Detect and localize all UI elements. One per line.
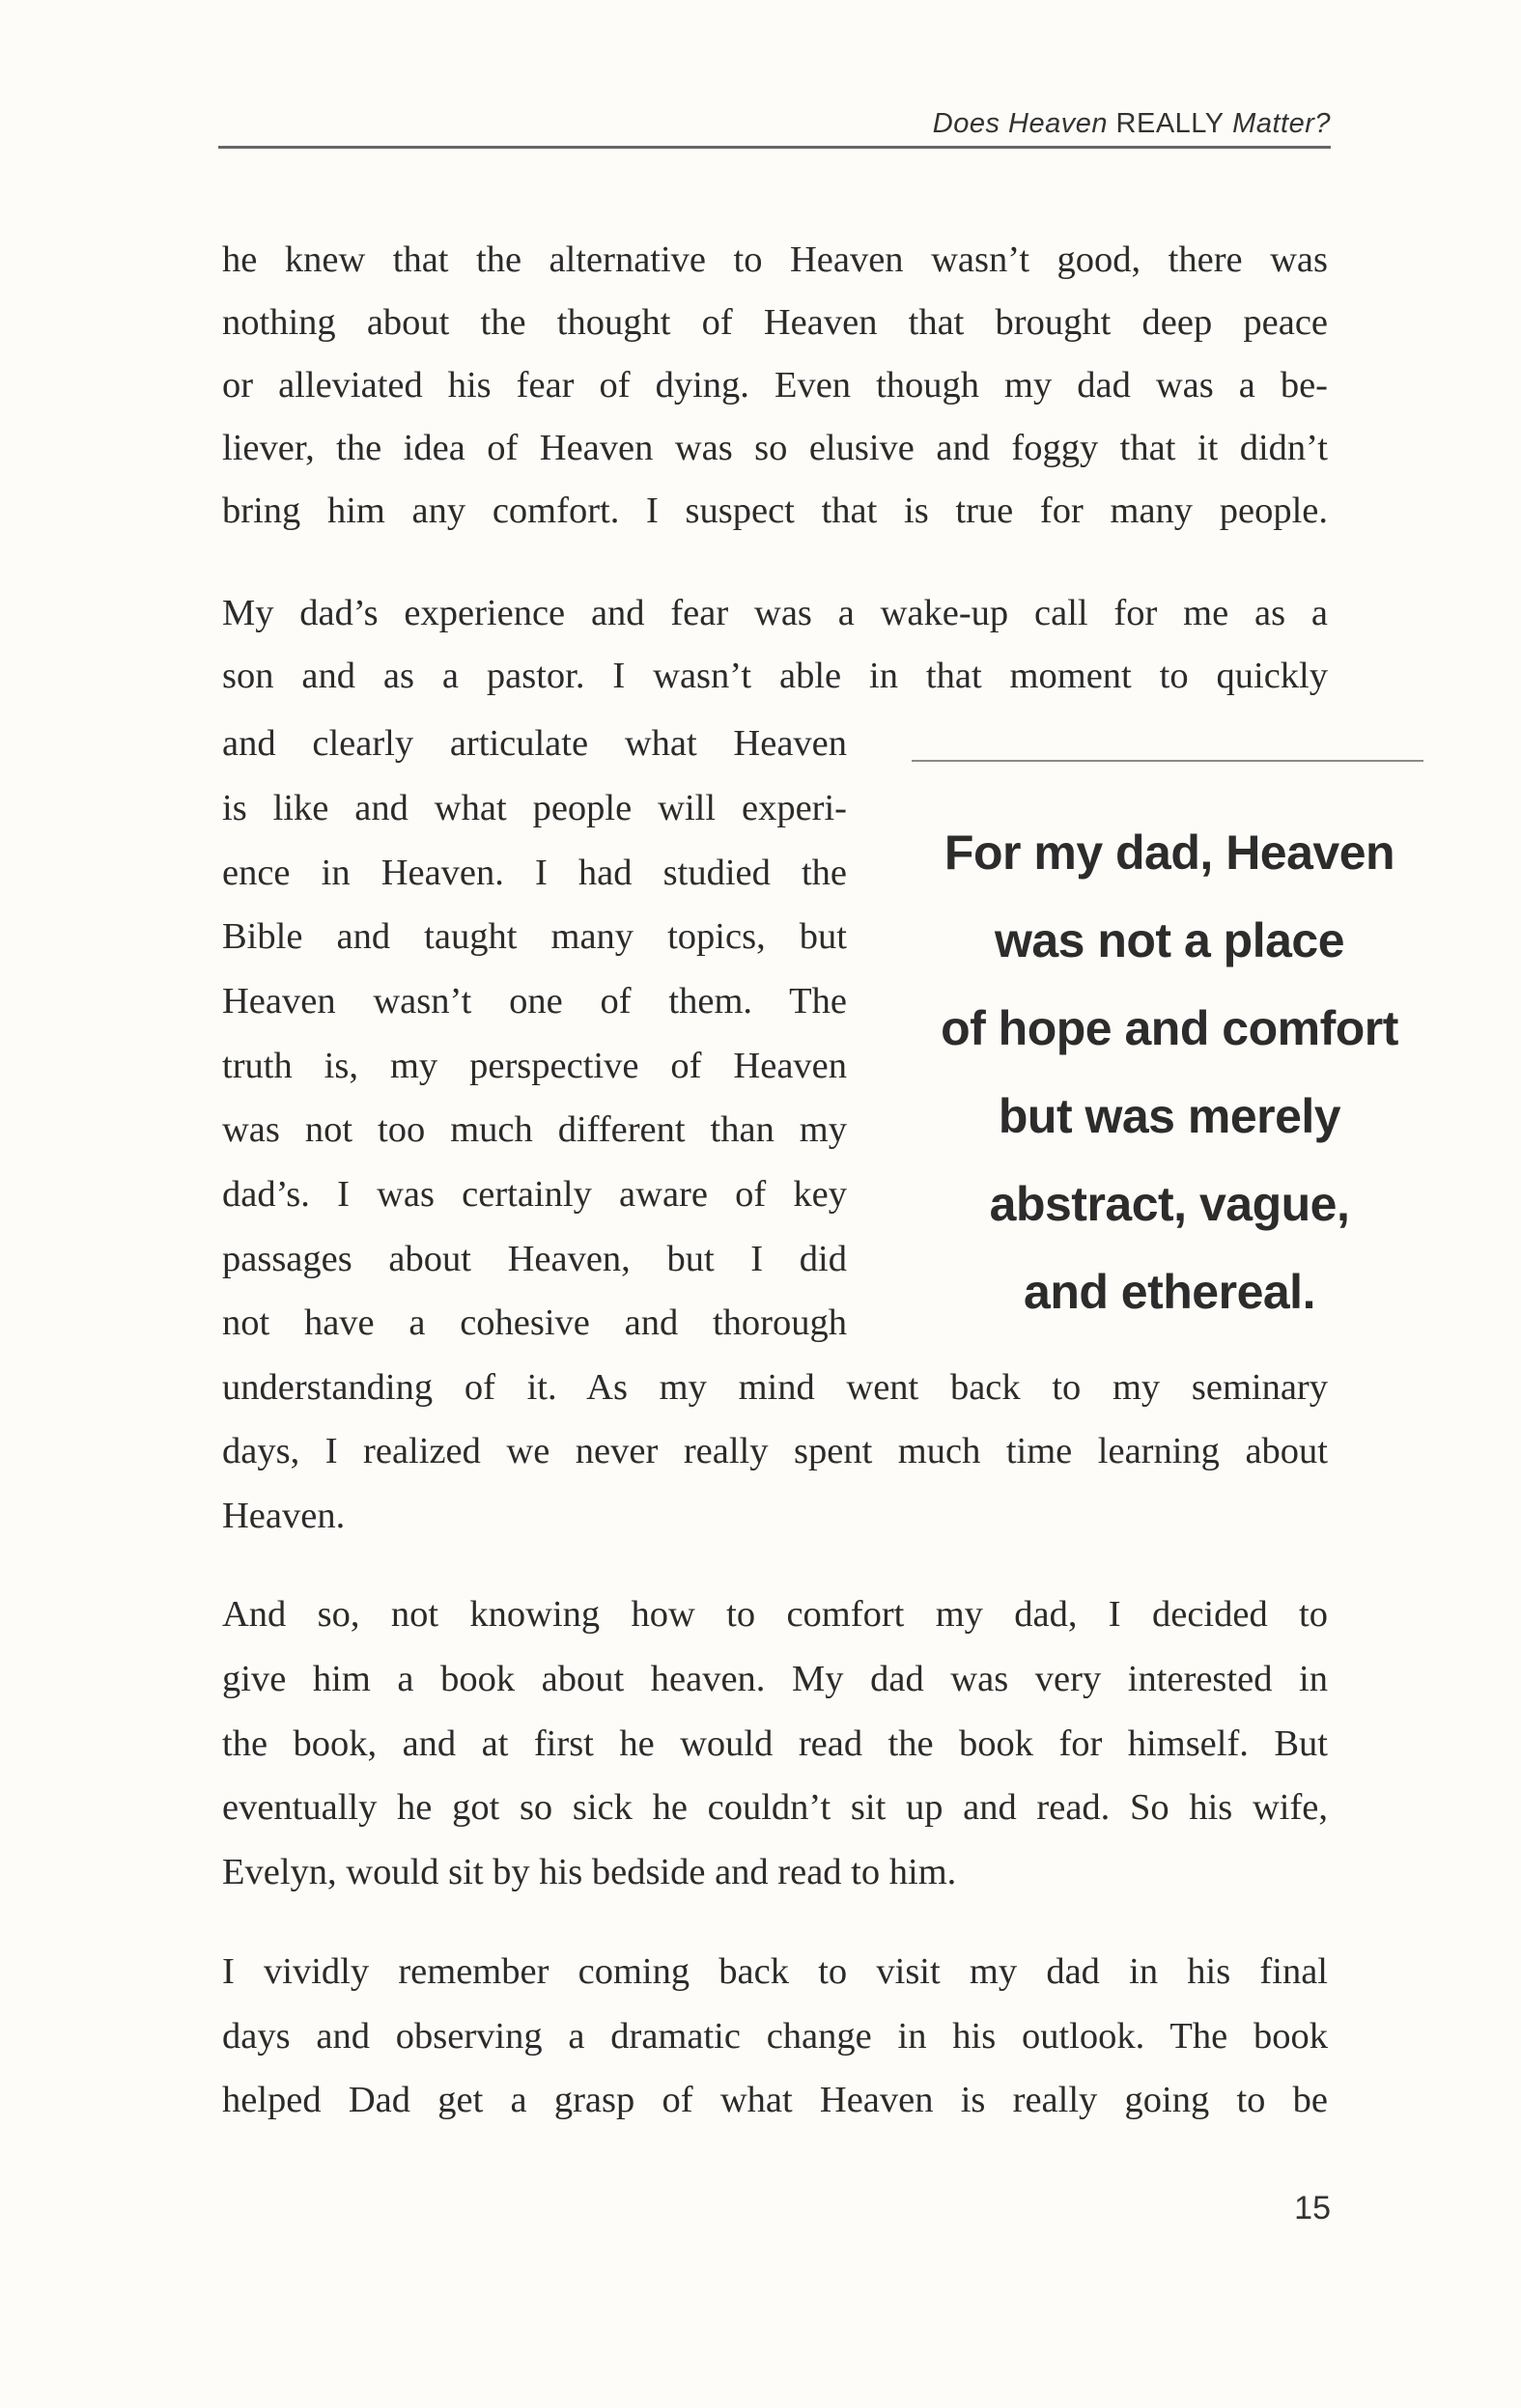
body-line: Evelyn, would sit by his bedside and read to him. — [222, 1852, 957, 1892]
body-line: truth is, my perspective of Heaven — [222, 1046, 847, 1086]
body-line: dad’s. I was certainly aware of key — [222, 1174, 847, 1215]
body-line: liever, the idea of Heaven was so elusive and foggy that it didn’t — [222, 428, 1328, 468]
body-line: understanding of it. As my mind went back to my seminary — [222, 1367, 1328, 1408]
body-line: the book, and at first he would read the book for himself. But — [222, 1723, 1328, 1764]
body-line: Bible and taught many topics, but — [222, 916, 847, 957]
header-title-part-2: Matter? — [1224, 108, 1331, 139]
body-line: Heaven. — [222, 1496, 346, 1536]
body-line: bring him any comfort. I suspect that is true for many people. — [222, 490, 1328, 531]
body-line: My dad’s experience and fear was a wake-up call for me as a — [222, 593, 1328, 633]
body-line: give him a book about heaven. My dad was very interested in — [222, 1659, 1328, 1699]
body-line: And so, not knowing how to comfort my dad, I decided to — [222, 1594, 1328, 1635]
body-line: was not too much different than my — [222, 1109, 847, 1150]
pull-quote-line: of hope and comfort — [941, 1001, 1398, 1055]
pull-quote-line: For my dad, Heaven — [944, 826, 1395, 880]
page-number: 15 — [1294, 2190, 1331, 2226]
body-line: passages about Heaven, but I did — [222, 1239, 847, 1279]
pull-quote-line: but was merely — [998, 1089, 1341, 1143]
body-line: or alleviated his fear of dying. Even though my dad was a be- — [222, 365, 1328, 406]
body-line: helped Dad get a grasp of what Heaven is really going to be — [222, 2080, 1328, 2120]
body-line: days and observing a dramatic change in his outlook. The book — [222, 2016, 1328, 2057]
body-line: I vividly remember coming back to visit my dad in his final — [222, 1951, 1328, 1992]
body-line: is like and what people will experi- — [222, 788, 847, 828]
body-line: son and as a pastor. I wasn’t able in that moment to quickly — [222, 656, 1328, 696]
body-line: and clearly articulate what Heaven — [222, 723, 847, 764]
pull-quote-line: abstract, vague, — [989, 1177, 1350, 1231]
body-line: eventually he got so sick he couldn’t sit up and read. So his wife, — [222, 1787, 1328, 1828]
pull-quote-line: was not a place — [994, 913, 1345, 967]
running-header — [222, 108, 1331, 140]
body-line: days, I realized we never really spent much time learning about — [222, 1431, 1328, 1471]
body-line: he knew that the alternative to Heaven wasn’t good, there was — [222, 239, 1328, 280]
pull-quote-rule — [912, 760, 1423, 762]
pull-quote-line: and ethereal. — [1024, 1265, 1315, 1319]
body-line: Heaven wasn’t one of them. The — [222, 981, 847, 1022]
header-title-part-1: Does Heaven — [932, 108, 1116, 139]
pull-quote — [914, 809, 1425, 1336]
header-title-emphasis: REALLY — [1115, 108, 1225, 139]
body-line: ence in Heaven. I had studied the — [222, 853, 847, 893]
body-line: not have a cohesive and thorough — [222, 1302, 847, 1343]
body-line: nothing about the thought of Heaven that brought deep peace — [222, 302, 1328, 343]
header-rule — [218, 146, 1331, 149]
